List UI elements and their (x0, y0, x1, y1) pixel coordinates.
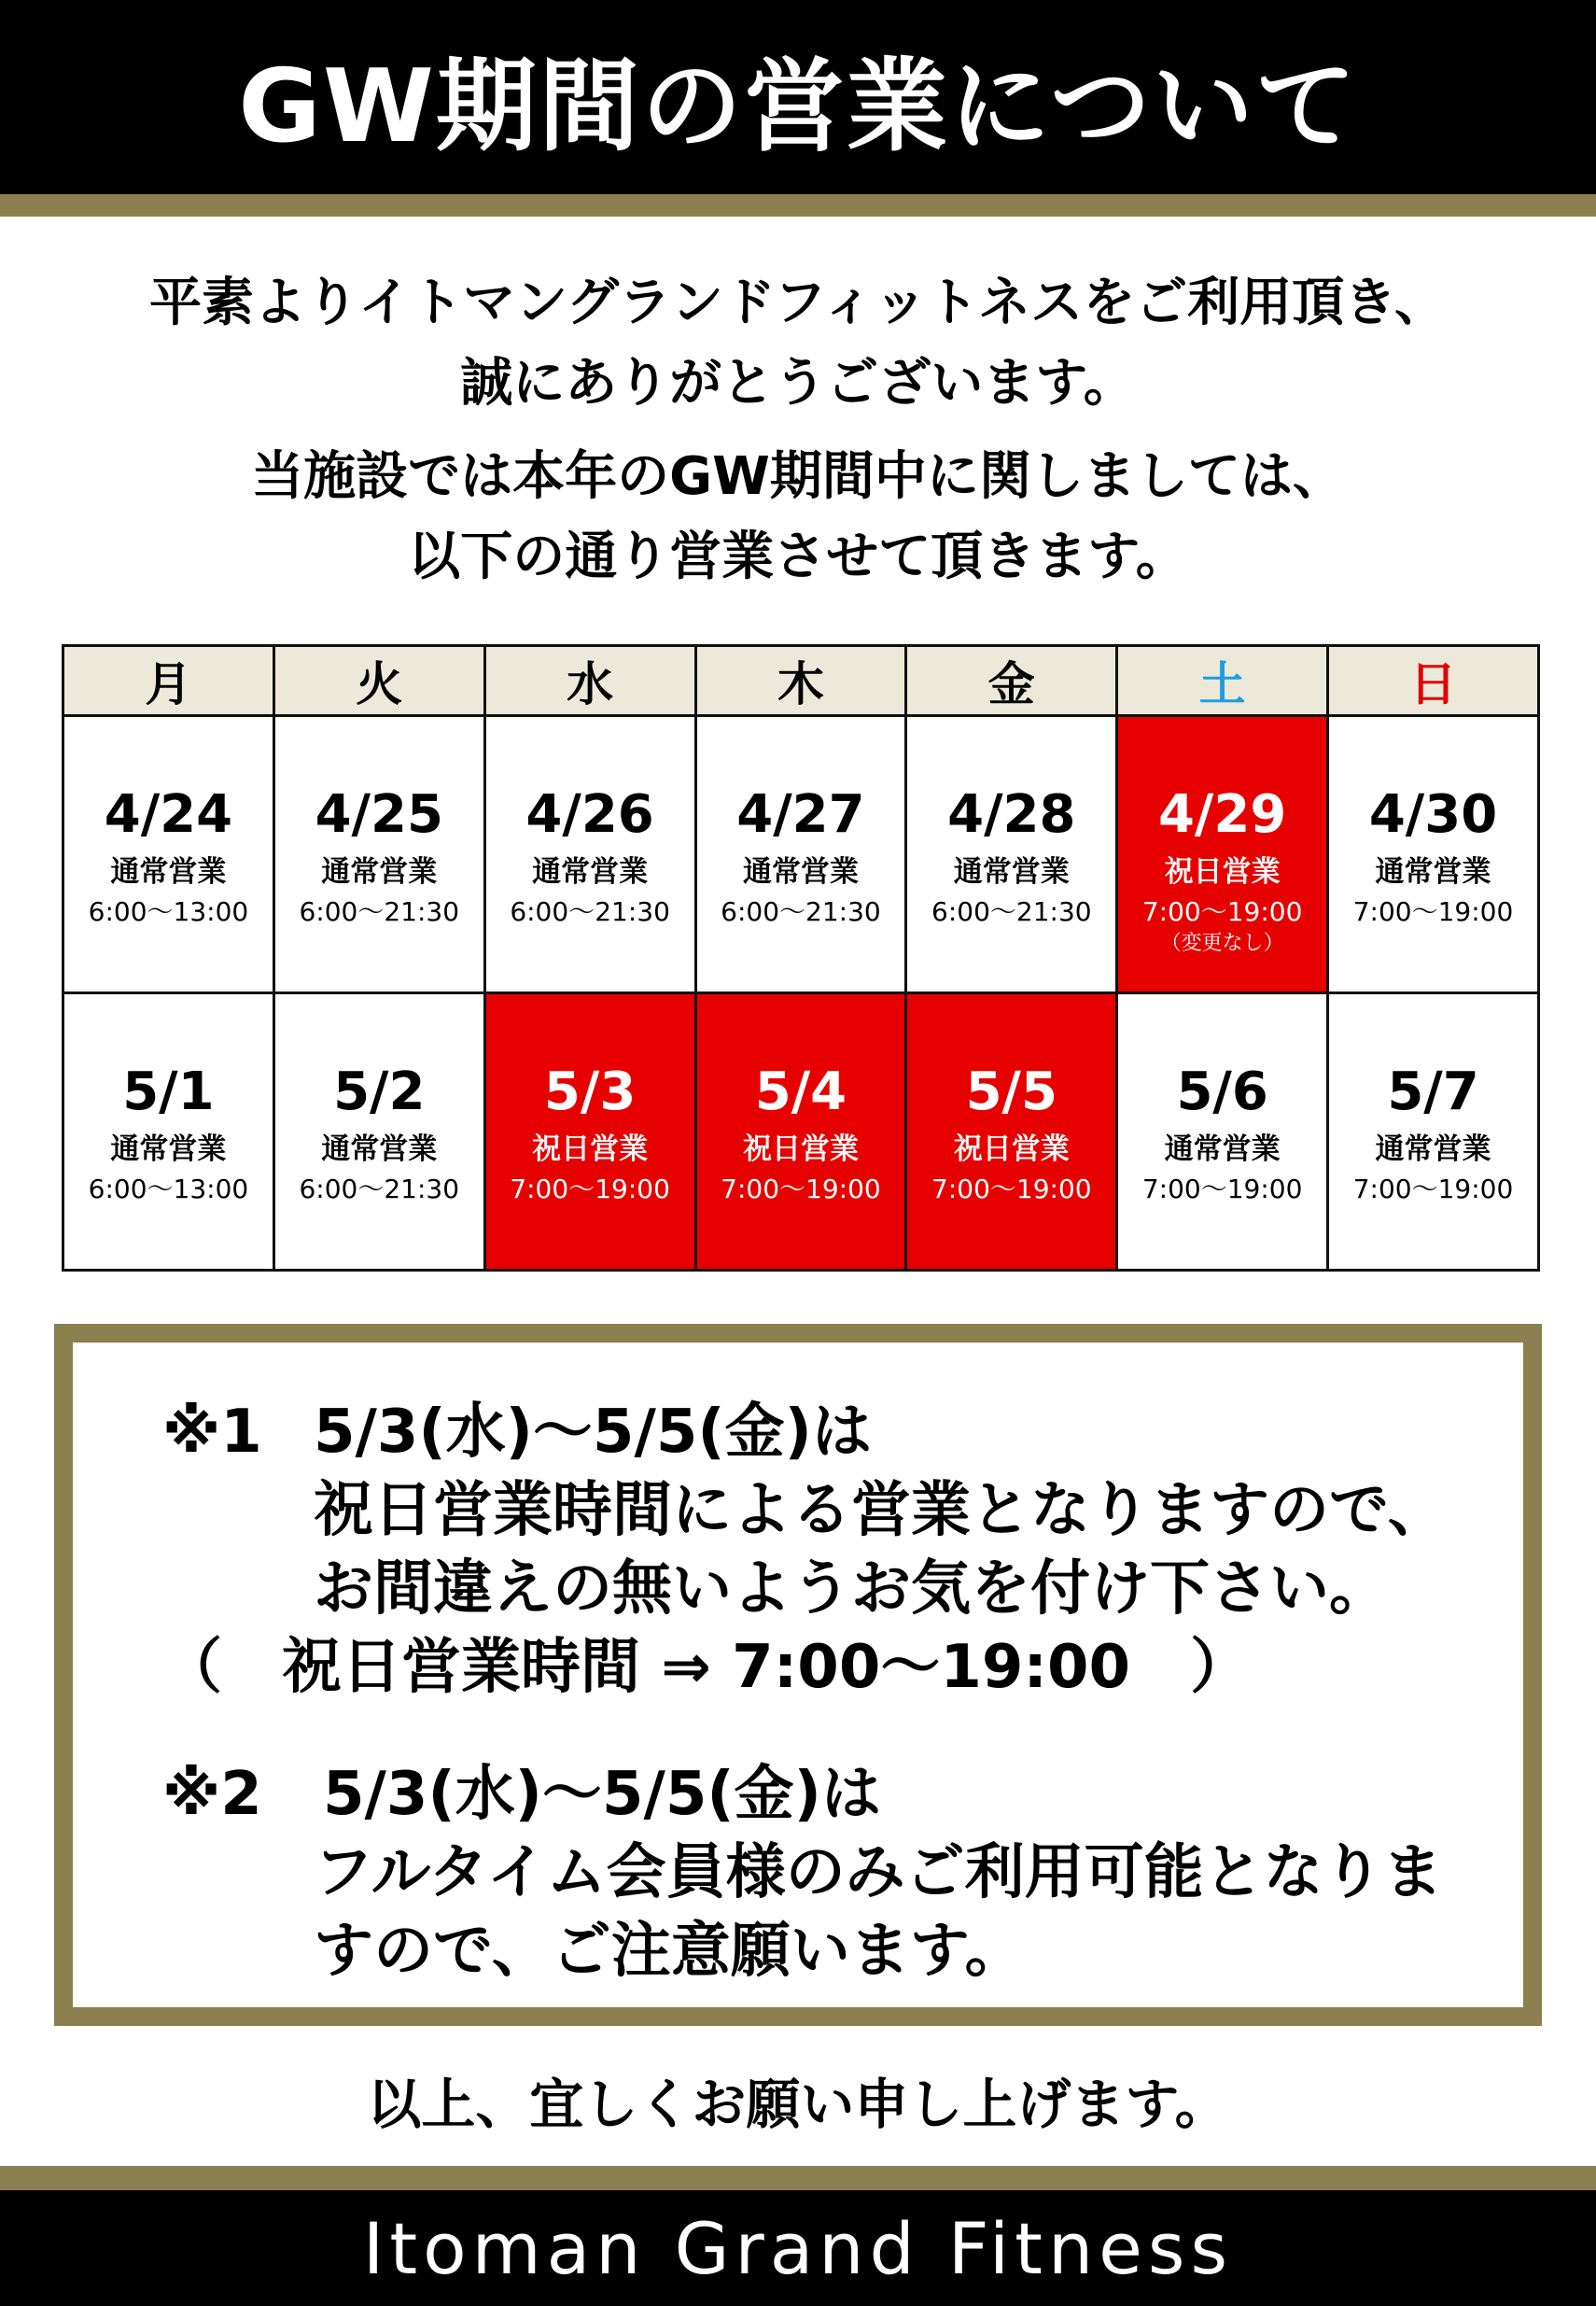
notes-box-inner (73, 1343, 1523, 2007)
weekday-sat: 土 (1117, 646, 1328, 716)
weekday-thu: 木 (695, 646, 906, 716)
intro-line: 誠にありがとうございます。 (460, 353, 1136, 414)
day-note: （変更なし） (1160, 932, 1284, 955)
note-line: 5/3(水)〜5/5(金)は (314, 1398, 872, 1467)
schedule-day-cell (63, 993, 274, 1271)
day-business-type: 通常営業 (110, 855, 227, 889)
intro-line: 以下の通り営業させて頂きます。 (408, 527, 1188, 587)
day-date: 4/30 (1368, 784, 1498, 845)
day-date: 5/2 (333, 1062, 426, 1122)
day-date: 4/26 (525, 784, 654, 845)
schedule-day-cell (1328, 993, 1539, 1271)
day-business-type: 祝日営業 (953, 1132, 1070, 1166)
day-hours: 6:00〜13:00 (88, 896, 249, 927)
weekday-header-row (63, 646, 1539, 716)
schedule-day-cell (63, 716, 274, 993)
schedule-day-cell (484, 993, 695, 1271)
day-date: 5/6 (1176, 1062, 1268, 1122)
day-hours: 7:00〜19:00 (1352, 1174, 1514, 1204)
day-business-type: 通常営業 (1375, 1132, 1491, 1166)
schedule-table (62, 644, 1540, 1272)
day-date: 5/3 (543, 1062, 637, 1122)
note-body (314, 1755, 1443, 1990)
note-line: すので、ご注意願います。 (314, 1917, 1025, 1986)
page-title: GW期間の営業について (0, 0, 1596, 194)
intro-paragraph-1 (0, 263, 1596, 424)
day-business-type: 通常営業 (1375, 855, 1491, 889)
note-mark: ※1 (162, 1398, 262, 1467)
closing-text: 以上、宜しくお願い申し上げます。 (367, 2073, 1229, 2136)
day-business-type: 祝日営業 (742, 1132, 859, 1166)
day-date: 5/5 (965, 1062, 1057, 1122)
intro-paragraph-2 (0, 437, 1596, 598)
schedule-day-cell (484, 716, 695, 993)
weekday-mon: 月 (63, 646, 274, 716)
day-date: 5/7 (1387, 1062, 1479, 1122)
day-hours: 7:00〜19:00 (510, 1174, 670, 1204)
day-date: 5/1 (122, 1062, 215, 1122)
schedule-week-row (63, 993, 1539, 1271)
note-line: 5/3(水)〜5/5(金)は (323, 1760, 881, 1829)
day-hours: 6:00〜13:00 (88, 1174, 249, 1204)
brand-logo: Itoman Grand Fitness (362, 2206, 1234, 2290)
gold-divider-top (0, 194, 1596, 217)
weekday-sun: 日 (1328, 646, 1539, 716)
schedule-day-cell (906, 993, 1117, 1271)
day-hours: 6:00〜21:30 (299, 1174, 460, 1204)
weekday-fri: 金 (906, 646, 1117, 716)
day-hours: 6:00〜21:30 (931, 896, 1092, 927)
note-mark: ※2 (162, 1760, 262, 1829)
note-line: （ 祝日営業時間 ⇒ 7:00〜19:00 ） (162, 1633, 1251, 1702)
footer-band (0, 2190, 1596, 2306)
notes-box (54, 1324, 1542, 2026)
note-line: お間違えの無いようお気を付け下さい。 (314, 1554, 1389, 1624)
gold-divider-bottom (0, 2166, 1596, 2190)
schedule-day-cell (273, 993, 484, 1271)
day-date: 5/4 (754, 1062, 847, 1122)
day-business-type: 通常営業 (953, 855, 1070, 889)
intro-line: 当施設では本年のGW期間中に関しましては、 (251, 446, 1345, 507)
day-business-type: 祝日営業 (1164, 855, 1281, 889)
day-business-type: 通常営業 (110, 1132, 227, 1166)
schedule-week-row (63, 716, 1539, 993)
schedule-day-cell (695, 993, 906, 1271)
note-body (162, 1393, 1448, 1707)
day-business-type: 通常営業 (321, 855, 438, 889)
note-line: フルタイム会員様のみご利用可能となりま (314, 1838, 1443, 1907)
day-date: 4/28 (947, 784, 1076, 845)
day-business-type: 通常営業 (532, 855, 649, 889)
day-hours: 7:00〜19:00 (1352, 896, 1514, 927)
schedule-day-cell (906, 716, 1117, 993)
schedule-day-cell (1117, 993, 1328, 1271)
day-business-type: 通常営業 (1164, 1132, 1281, 1166)
day-date: 4/24 (104, 784, 233, 845)
day-date: 4/29 (1157, 784, 1287, 845)
weekday-tue: 火 (273, 646, 484, 716)
day-date: 4/27 (736, 784, 865, 845)
weekday-wed: 水 (484, 646, 695, 716)
day-business-type: 通常営業 (742, 855, 859, 889)
day-hours: 6:00〜21:30 (510, 896, 670, 927)
day-hours: 7:00〜19:00 (931, 1174, 1092, 1204)
day-hours: 7:00〜19:00 (1141, 896, 1303, 927)
day-date: 4/25 (315, 784, 443, 845)
day-hours: 6:00〜21:30 (299, 896, 460, 927)
day-hours: 7:00〜19:00 (1141, 1174, 1303, 1204)
schedule-day-cell (1328, 716, 1539, 993)
day-business-type: 祝日営業 (532, 1132, 649, 1166)
day-hours: 6:00〜21:30 (721, 896, 881, 927)
schedule-day-cell (1117, 716, 1328, 993)
intro-line: 平素よりイトマングランドフィットネスをご利用頂き、 (149, 273, 1447, 333)
note-line: 祝日営業時間による営業となりますので、 (314, 1476, 1448, 1545)
day-business-type: 通常営業 (321, 1132, 438, 1166)
schedule-day-cell (695, 716, 906, 993)
day-hours: 7:00〜19:00 (721, 1174, 881, 1204)
schedule-day-cell (273, 716, 484, 993)
